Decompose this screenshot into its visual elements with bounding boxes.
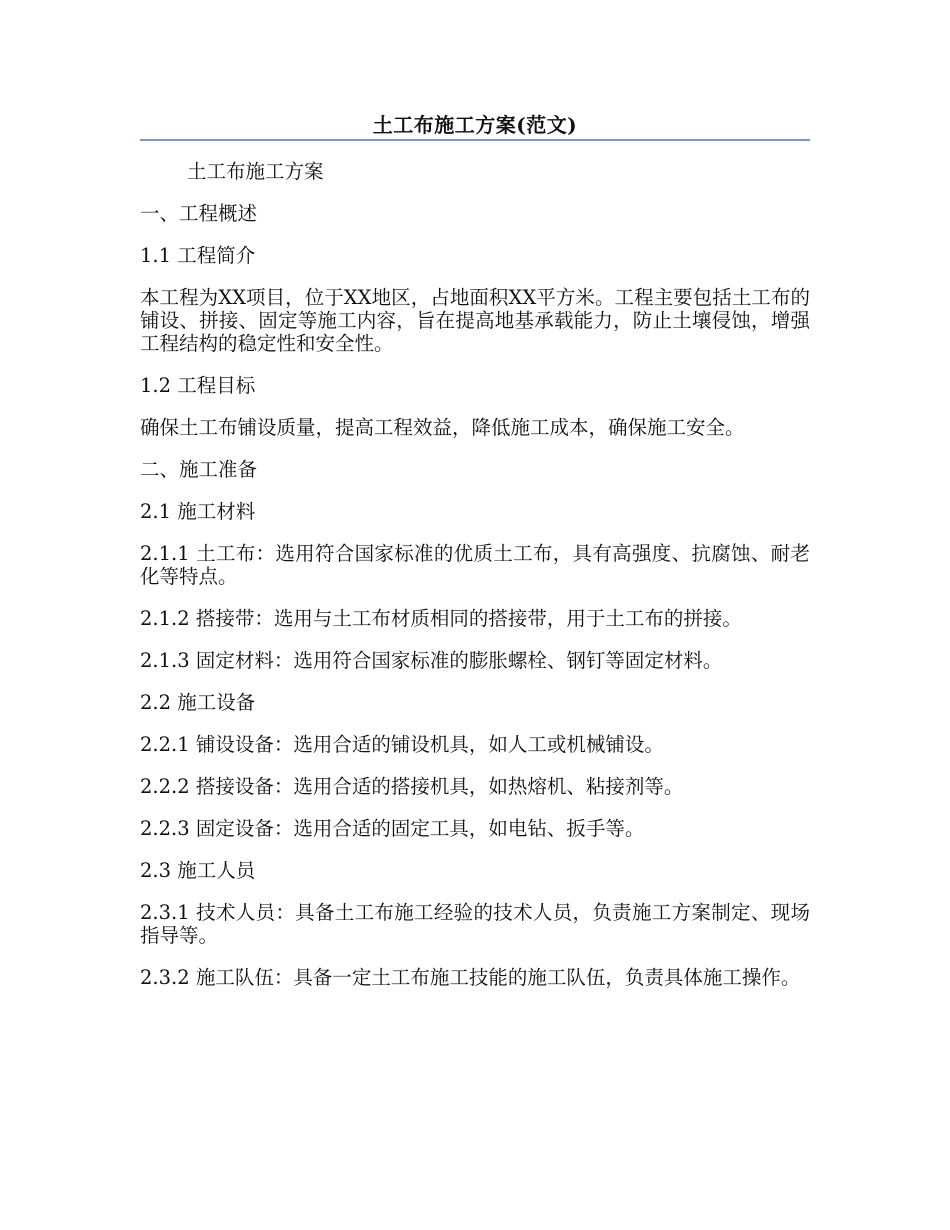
heading-2-2: 2.2 施工设备	[140, 691, 256, 714]
heading-2-3: 2.3 施工人员	[140, 859, 256, 882]
document-body	[140, 160, 810, 1008]
heading-1-1: 1.1 工程简介	[140, 244, 256, 267]
heading-1-2: 1.2 工程目标	[140, 374, 256, 397]
heading-section-2: 二、施工准备	[140, 458, 258, 481]
title-divider	[140, 139, 810, 141]
paragraph-2-2-3: 2.2.3 固定设备：选用合适的固定工具，如电钻、扳手等。	[140, 817, 645, 840]
paragraph-project-goal: 确保土工布铺设质量，提高工程效益，降低施工成本，确保施工安全。	[140, 416, 745, 439]
paragraph-2-1-3: 2.1.3 固定材料：选用符合国家标准的膨胀螺栓、钢钉等固定材料。	[140, 649, 723, 672]
paragraph-2-1-2: 2.1.2 搭接带：选用与土工布材质相同的搭接带，用于土工布的拼接。	[140, 607, 742, 630]
paragraph-2-1-1: 2.1.1 土工布：选用符合国家标准的优质土工布，具有高强度、抗腐蚀、耐老化等特点。	[140, 542, 810, 588]
document-title: 土工布施工方案(范文)	[372, 113, 578, 137]
paragraph-2-3-2: 2.3.2 施工队伍：具备一定土工布施工技能的施工队伍，负责具体施工操作。	[140, 966, 801, 989]
paragraph-2-2-2: 2.2.2 搭接设备：选用合适的搭接机具，如热熔机、粘接剂等。	[140, 775, 684, 798]
paragraph-2-2-1: 2.2.1 铺设设备：选用合适的铺设机具，如人工或机械铺设。	[140, 733, 664, 756]
heading-section-1: 一、工程概述	[140, 202, 258, 225]
paragraph-subtitle: 土工布施工方案	[187, 160, 324, 183]
paragraph-project-intro: 本工程为XX项目，位于XX地区，占地面积XX平方米。工程主要包括土工布的铺设、拼接、固定等施工内容，旨在提高地基承载能力，防止土壤侵蚀，增强工程结构的稳定性和安全性。	[140, 286, 810, 355]
paragraph-2-3-1: 2.3.1 技术人员：具备土工布施工经验的技术人员，负责施工方案制定、现场指导等。	[140, 901, 810, 947]
heading-2-1: 2.1 施工材料	[140, 500, 256, 523]
